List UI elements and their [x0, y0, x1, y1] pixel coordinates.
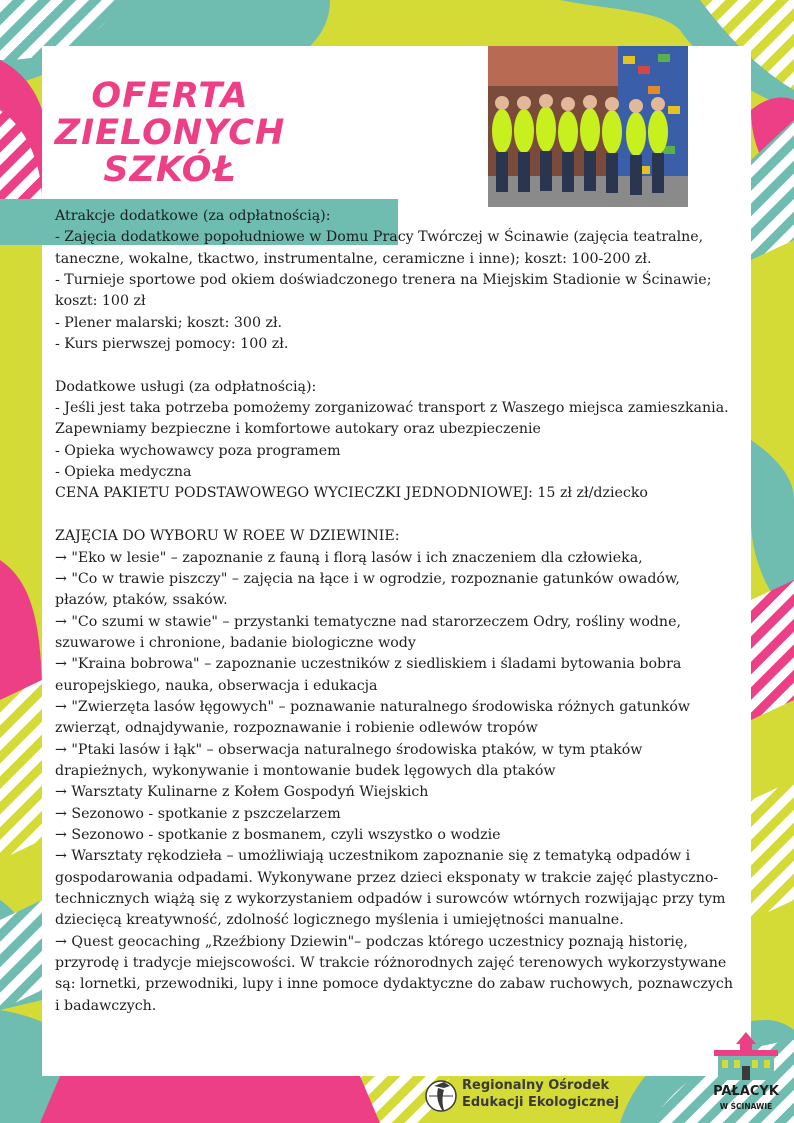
group-photo: [488, 46, 688, 207]
attractions-item: - Zajęcia dodatkowe popołudniowe w Domu Pracy Twórczej w Ścinawie (zajęcia teatralne, taneczne, wokalne, tkactwo, instrumentalne, ceramiczne i inne); koszt: 100-200 zł.: [55, 229, 704, 267]
spacer: [55, 355, 735, 376]
class-item: → "Kraina bobrowa" – zapoznanie uczestników z siedliskiem i śladami bytowania bobra europejskiego, nauka, obserwacja i edukacja: [55, 656, 682, 694]
attractions-heading: Atrakcje dodatkowe (za odpłatnością):: [55, 208, 331, 224]
services-item: - Opieka medyczna: [55, 464, 192, 481]
class-item: → Sezonowo - spotkanie z bosmanem, czyli wszystko o wodzie: [55, 826, 501, 843]
services-item: - Opieka wychowawcy poza programem: [55, 442, 341, 459]
class-item: → Warsztaty rękodzieła – umożliwiają uczestnikom zapoznanie się z tematyką odpadów i gospodarowania odpadami. Wykonywane przez dzieci eksponaty w trakcie zajęć plastyczno-technicznych wiążą się z wykorzystaniem odpadów i surowców wtórnych rozwijając przy tym dziecięcą kreatywność, zdolność logicznego myślenia i umiejętności manualne.: [55, 848, 726, 929]
palace-place: W ŚCINAWIE: [719, 1102, 773, 1111]
services-item: - Jeśli jest taka potrzeba pomożemy zorganizować transport z Waszego miejsca zamieszkania. Zapewniamy bezpieczne i komfortowe autokary oraz ubezpieczenie: [55, 400, 729, 438]
roee-text: [462, 1077, 619, 1111]
palace-name: PAŁACYK: [713, 1084, 779, 1099]
attractions-item: - Kurs pierwszej pomocy: 100 zł.: [55, 336, 289, 353]
roee-line-2: Edukacji Ekologicznej: [462, 1095, 620, 1110]
roee-logo: [424, 1074, 624, 1118]
attractions-item: - Turnieje sportowe pod okiem doświadczonego trenera na Miejskim Stadionie w Ścinawie; koszt: 100 zł: [55, 272, 712, 310]
palace-icon: [706, 1028, 786, 1084]
stork-icon: [424, 1074, 458, 1118]
class-item: → "Co szumi w stawie" – przystanki tematyczne nad starorzeczem Odry, rośliny wodne, szuwarowe i chronione, badanie biologiczne wody: [55, 613, 681, 651]
package-price: CENA PAKIETU PODSTAWOWEGO WYCIECZKI JEDNODNIOWEJ: 15 zł zł/dziecko: [55, 485, 648, 502]
class-item: → "Co w trawie piszczy" – zajęcia na łące i w ogrodzie, rozpoznanie gatunków owadów, płazów, ptaków, ssaków.: [55, 570, 680, 609]
spacer: [55, 505, 735, 526]
title-line-3: SZKÓŁ: [103, 150, 237, 190]
class-item: → "Eko w lesie" – zapoznanie z fauną i florą lasów i ich znaczeniem dla człowieka,: [55, 549, 643, 566]
page-title: [40, 78, 300, 189]
services-heading: Dodatkowe usługi (za odpłatnością):: [55, 378, 317, 395]
roee-line-1: Regionalny Ośrodek: [462, 1078, 610, 1093]
class-item: → Warsztaty Kulinarne z Kołem Gospodyń Wiejskich: [55, 784, 429, 801]
classes-heading: ZAJĘCIA DO WYBORU W ROEE W DZIEWINIE:: [55, 528, 400, 545]
palace-logo: [706, 1028, 786, 1114]
class-item: → Sezonowo - spotkanie z pszczelarzem: [55, 805, 341, 822]
offer-content: [55, 206, 735, 1017]
attractions-item: - Plener malarski; koszt: 300 zł.: [55, 314, 283, 331]
title-line-2: ZIELONYCH: [54, 113, 286, 153]
title-line-1: OFERTA: [91, 76, 249, 116]
class-item: → Quest geocaching „Rzeźbiony Dziewin"– podczas którego uczestnicy poznają historię, przyrodę i tradycje miejscowości. W trakcie różnorodnych zajęć terenowych wykorzystywane są: lornetki, przewodniki, lupy i inne pomoce dydaktyczne do zabaw ruchowych, poznawczych i badawczych.: [55, 933, 733, 1014]
group-photo-icon: [488, 46, 688, 207]
class-item: → "Ptaki lasów i łąk" – obserwacja naturalnego środowiska ptaków, w tym ptaków drapieżnych, wykonywanie i montowanie budek lęgowych dla ptaków: [55, 741, 643, 779]
class-item: → "Zwierzęta lasów łęgowych" – poznawanie naturalnego środowiska różnych gatunków zwierząt, odnajdywanie, rozpoznawanie i robienie odlewów tropów: [55, 698, 691, 737]
